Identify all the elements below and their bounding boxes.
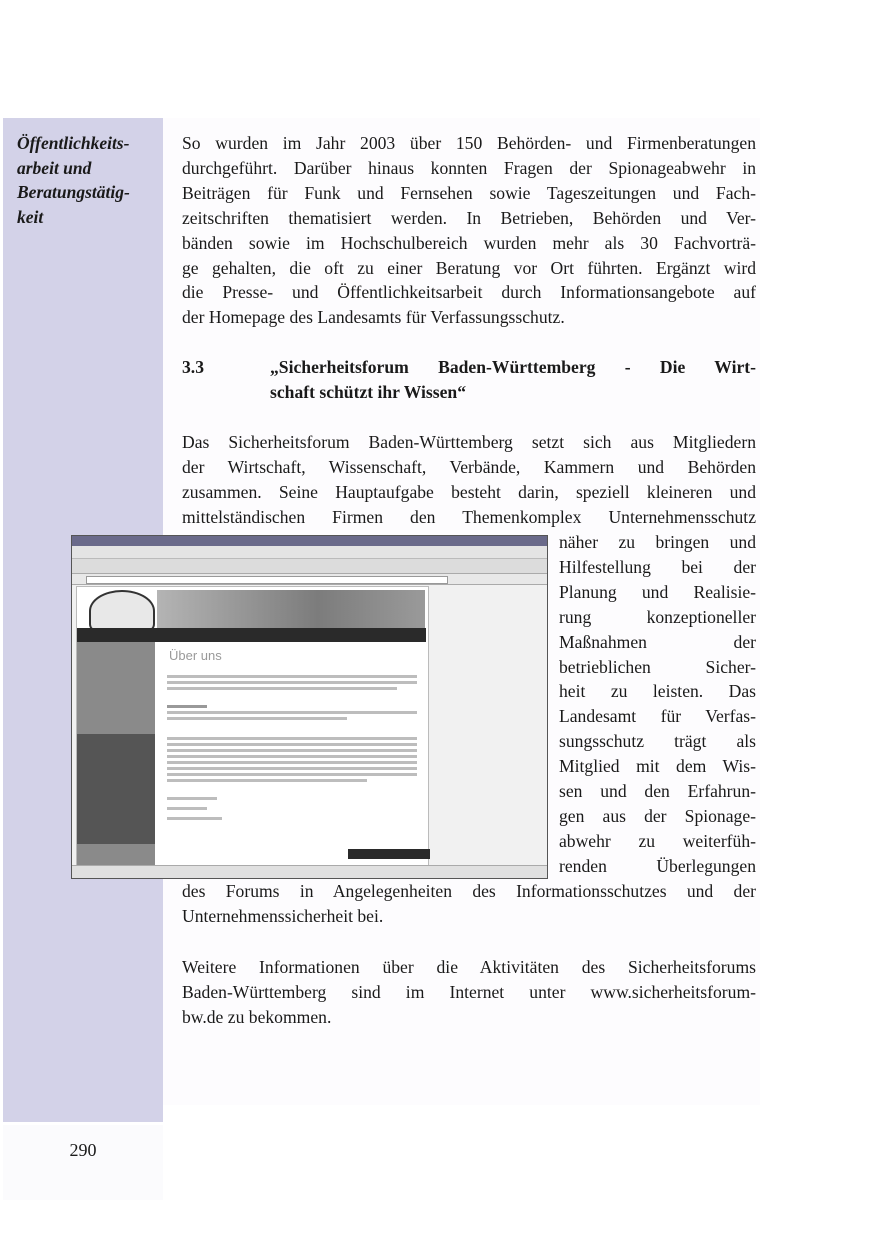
website-screenshot-image — [71, 535, 548, 879]
sidebar-heading-line: keit — [17, 206, 44, 227]
paragraph-2-wrapped — [559, 530, 756, 879]
page-number: 290 — [69, 1140, 97, 1160]
website-page-heading: Über uns — [169, 648, 222, 663]
text-line: renden Überlegungen — [559, 855, 756, 876]
text-line: Weitere Informationen über die Aktivitäten des Sicherheitsforums — [182, 957, 756, 977]
text-line: abwehr zu weiterfüh- — [559, 830, 756, 851]
text-line: Mitglied mit dem Wis- — [559, 756, 756, 777]
paragraph-2 — [182, 430, 756, 530]
sidebar-heading-line: arbeit und — [17, 157, 92, 178]
text-line: zeitschriften thematisiert werden. In Betrieben, Behörden und Ver- — [182, 207, 756, 228]
text-line: heit zu leisten. Das — [559, 681, 756, 702]
text-line: Baden-Württemberg sind im Internet unter www.sicherheitsforum- — [182, 981, 756, 1002]
browser-menubar — [72, 546, 547, 559]
browser-toolbar — [72, 559, 547, 574]
website-banner — [157, 590, 425, 628]
text-line: gen aus der Spionage- — [559, 805, 756, 826]
text-line: bw.de zu bekommen. — [182, 1006, 332, 1027]
text-line: des Forums in Angelegenheiten des Informationsschutzes und der — [182, 881, 756, 901]
text-line: sen und den Erfahrun- — [559, 781, 756, 802]
text-line: Hilfestellung bei der — [559, 556, 756, 577]
section-title-line: „Sicherheitsforum Baden-Württemberg - Die Wirt- — [270, 357, 756, 377]
text-line: Maßnahmen der — [559, 631, 756, 652]
sidebar-heading-line: Öffentlichkeits- — [17, 133, 130, 153]
text-line: ge gehalten, die oft zu einer Beratung vor Ort führten. Ergänzt wird — [182, 257, 756, 278]
text-line: Beiträgen für Funk und Fernsehen sowie Tageszeitungen und Fach- — [182, 182, 756, 203]
text-line: der Wirtschaft, Wissenschaft, Verbände, Kammern und Behörden — [182, 456, 756, 477]
text-line: zusammen. Seine Hauptaufgabe besteht darin, speziell kleineren und — [182, 481, 756, 502]
paragraph-3 — [182, 955, 756, 1030]
text-line: Unternehmenssicherheit bei. — [182, 905, 384, 926]
website-left-nav — [77, 642, 155, 867]
text-line: rung konzeptioneller — [559, 606, 756, 627]
section-title-line: schaft schützt ihr Wissen“ — [270, 381, 466, 402]
text-line: mittelständischen Firmen den Themenkomplex Unternehmensschutz — [182, 506, 756, 527]
text-line: So wurden im Jahr 2003 über 150 Behörden- und Firmenberatungen — [182, 133, 756, 153]
address-field — [86, 576, 448, 584]
text-line: Landesamt für Verfas- — [559, 706, 756, 727]
section-number: 3.3 — [182, 357, 204, 377]
text-line: durchgeführt. Darüber hinaus konnten Fragen der Spionageabwehr in — [182, 157, 756, 178]
text-line: Planung und Realisie- — [559, 581, 756, 602]
paragraph-2-tail — [182, 879, 756, 929]
sidebar-heading — [17, 131, 157, 229]
website-navbar — [77, 628, 426, 642]
text-line: sungsschutz trägt als — [559, 731, 756, 752]
browser-statusbar — [72, 865, 547, 878]
coat-of-arms-logo — [89, 590, 155, 632]
page-number-box — [3, 1125, 163, 1200]
text-line: näher zu bringen und — [559, 532, 756, 552]
sidebar-heading-line: Beratungstätig- — [17, 182, 130, 202]
text-line: der Homepage des Landesamts für Verfassungsschutz. — [182, 307, 565, 328]
paragraph-1 — [182, 131, 756, 330]
website-page — [76, 586, 429, 868]
window-titlebar — [72, 536, 547, 546]
text-line: betrieblichen Sicher- — [559, 656, 756, 677]
text-line: die Presse- und Öffentlichkeitsarbeit durch Informationsangebote auf — [182, 282, 756, 303]
section-title — [270, 355, 756, 405]
website-button — [348, 849, 430, 859]
text-line: Das Sicherheitsforum Baden-Württemberg setzt sich aus Mitgliedern — [182, 432, 756, 452]
text-line: bänden sowie im Hochschulbereich wurden mehr als 30 Fachvorträ- — [182, 232, 756, 253]
